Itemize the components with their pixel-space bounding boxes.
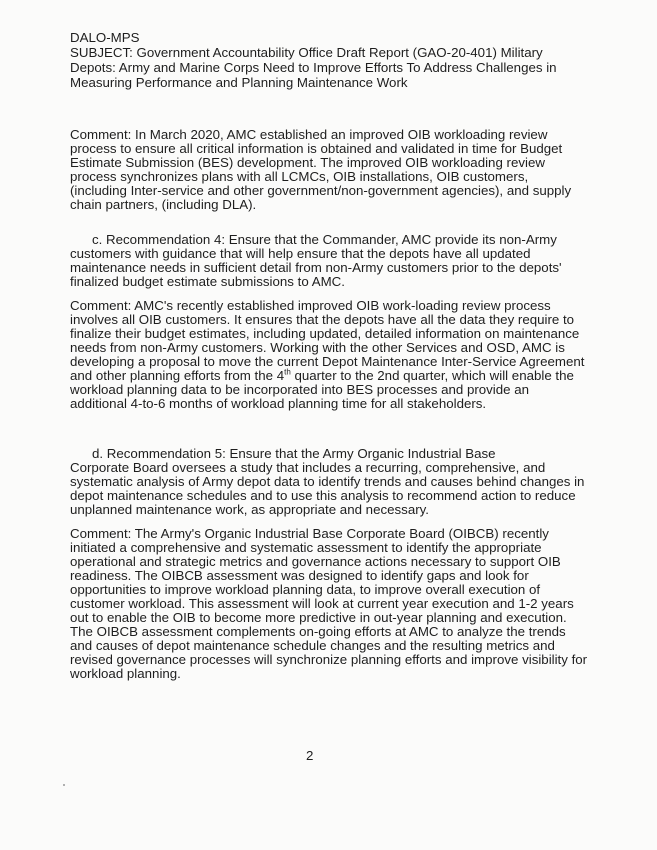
text-segment: quarter to the 2nd quarter, which will enable the <box>290 368 574 383</box>
text-line: process synchronizes plans with all LCMCs, OIB installations, OIB customers, <box>70 169 529 184</box>
text-line: customers with guidance that will help ensure that the depots have all updated <box>70 246 531 261</box>
text-line: out to enable the OIB to become more predictive in out-year planning and execution. <box>70 610 567 625</box>
text-line: needs from non-Army customers. Working with the other Services and OSD, AMC is <box>70 340 565 355</box>
text-line: Estimate Submission (BES) development. The improved OIB workloading review <box>70 155 545 170</box>
text-line: c. Recommendation 4: Ensure that the Commander, AMC provide its non-Army <box>92 232 557 247</box>
office-symbol: DALO-MPS <box>70 30 140 45</box>
text-line: Corporate Board oversees a study that includes a recurring, comprehensive, and <box>70 460 546 475</box>
text-line: and causes of depot maintenance schedule changes and the resulting metrics and <box>70 638 555 653</box>
text-line: depot maintenance schedules and to use this analysis to recommend action to reduce <box>70 488 576 503</box>
text-line: workload planning data to be incorporated into BES processes and provide an <box>70 382 530 397</box>
text-line: initiated a comprehensive and systematic assessment to identify the appropriate <box>70 540 542 555</box>
text-line: finalized budget estimate submissions to AMC. <box>70 274 345 289</box>
page-number: 2 <box>306 748 314 763</box>
text-line: revised governance processes will synchronize planning efforts and improve visibility for <box>70 652 588 667</box>
text-line: The OIBCB assessment complements on-going efforts at AMC to analyze the trends <box>70 624 566 639</box>
scan-speck <box>63 784 65 786</box>
text-line: customer workload. This assessment will look at current year execution and 1-2 years <box>70 596 574 611</box>
text-line: workload planning. <box>70 666 181 681</box>
text-line: opportunities to improve workload planning data, to improve overall execution of <box>70 582 541 597</box>
text-line: Comment: AMC's recently established improved OIB work-loading review process <box>70 298 551 313</box>
text-line: chain partners, (including DLA). <box>70 197 257 212</box>
text-line: operational and strategic metrics and governance actions necessary to support OIB <box>70 554 561 569</box>
text-line: systematic analysis of Army depot data to identify trends and causes behind changes in <box>70 474 585 489</box>
text-line: Comment: In March 2020, AMC established an improved OIB workloading review <box>70 127 548 142</box>
subject-line: Measuring Performance and Planning Maintenance Work <box>70 75 408 90</box>
text-segment: and other planning efforts from the 4 <box>70 368 285 383</box>
superscript: th <box>284 367 291 377</box>
text-line: readiness. The OIBCB assessment was designed to identify gaps and look for <box>70 568 529 583</box>
text-line: unplanned maintenance work, as appropriate and necessary. <box>70 502 429 517</box>
text-line: developing a proposal to move the current Depot Maintenance Inter-Service Agreement <box>70 354 585 369</box>
subject-line: SUBJECT: Government Accountability Office Draft Report (GAO-20-401) Military <box>70 45 543 60</box>
text-line: d. Recommendation 5: Ensure that the Army Organic Industrial Base <box>92 446 496 461</box>
text-line: (including Inter-service and other government/non-government agencies), and supply <box>70 183 572 198</box>
text-line: finalize their budget estimates, including updated, detailed information on maintenance <box>70 326 580 341</box>
text-line: involves all OIB customers. It ensures that the depots have all the data they require to <box>70 312 575 327</box>
text-line <box>70 368 574 383</box>
text-line: Comment: The Army's Organic Industrial Base Corporate Board (OIBCB) recently <box>70 526 549 541</box>
text-line: maintenance needs in sufficient detail from non-Army customers prior to the depots' <box>70 260 562 275</box>
text-line: additional 4-to-6 months of workload planning time for all stakeholders. <box>70 396 487 411</box>
text-line: process to ensure all critical information is obtained and validated in time for Budget <box>70 141 563 156</box>
subject-line: Depots: Army and Marine Corps Need to Improve Efforts To Address Challenges in <box>70 60 557 75</box>
